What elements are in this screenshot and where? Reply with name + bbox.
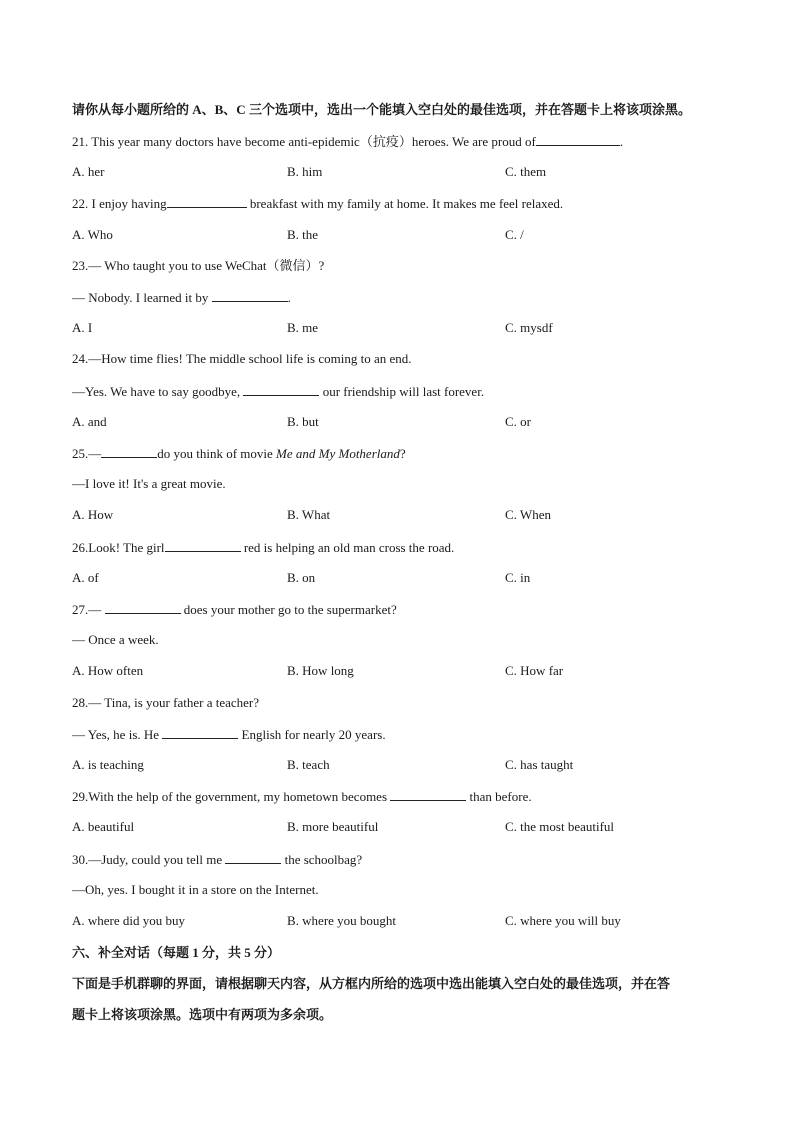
question-text: —I love it! It's a great movie. bbox=[72, 476, 226, 492]
question-line bbox=[72, 382, 484, 401]
answer-option: B. him bbox=[287, 164, 323, 180]
question-text: the schoolbag? bbox=[281, 851, 363, 867]
question-text: 21. This year many doctors have become anti-epidemic（抗疫）heroes. We are proud of bbox=[72, 134, 536, 149]
question-line bbox=[72, 600, 397, 619]
question-line bbox=[72, 444, 406, 463]
answer-option: C. How far bbox=[505, 663, 564, 679]
answer-option: B. How long bbox=[287, 663, 354, 679]
question-text: . bbox=[619, 134, 624, 149]
question-text: does your mother go to the supermarket? bbox=[180, 602, 397, 617]
answer-option: C. / bbox=[505, 226, 524, 242]
section-instruction-line-2: 题卡上将该项涂黑。选项中有两项为多余项。 bbox=[72, 1007, 333, 1022]
question-text: ? bbox=[399, 446, 406, 461]
question-text: 30.—Judy, could you tell me bbox=[72, 851, 226, 867]
question-text: do you think of movie bbox=[157, 446, 277, 461]
question-text: 25.— bbox=[72, 446, 102, 461]
answer-option: B. where you bought bbox=[287, 913, 397, 928]
question-text: than before. bbox=[466, 789, 532, 805]
answer-option: B. teach bbox=[287, 757, 330, 772]
question-text: 22. I enjoy having bbox=[72, 196, 167, 212]
answer-option: A. is teaching bbox=[72, 757, 144, 772]
answer-blank bbox=[101, 444, 157, 458]
answer-option: A. Who bbox=[72, 226, 113, 242]
question-line bbox=[72, 194, 563, 213]
question-line bbox=[72, 725, 386, 744]
answer-option: B. but bbox=[287, 413, 319, 429]
answer-blank bbox=[162, 725, 238, 739]
answer-option: B. me bbox=[287, 320, 319, 336]
answer-option: B. more beautiful bbox=[287, 819, 379, 835]
answer-option: C. in bbox=[505, 569, 531, 585]
answer-blank bbox=[225, 850, 281, 864]
answer-option: C. them bbox=[505, 164, 547, 180]
answer-option: C. has taught bbox=[505, 757, 574, 772]
question-text: breakfast with my family at home. It makes me feel relaxed. bbox=[246, 196, 564, 212]
question-text: — Nobody. I learned it by bbox=[72, 290, 212, 305]
movie-title: Me and My Motherland bbox=[276, 446, 400, 461]
answer-option: C. When bbox=[505, 507, 551, 523]
question-line bbox=[72, 132, 623, 151]
answer-option: C. where you will buy bbox=[505, 913, 621, 928]
answer-option: C. mysdf bbox=[505, 320, 553, 336]
answer-blank bbox=[536, 132, 620, 146]
answer-blank bbox=[243, 382, 319, 396]
answer-option: A. of bbox=[72, 569, 99, 585]
question-text: . bbox=[287, 290, 291, 305]
question-text: 28.— Tina, is your father a teacher? bbox=[72, 694, 260, 710]
answer-option: A. beautiful bbox=[72, 819, 135, 835]
question-line bbox=[72, 787, 532, 806]
question-text: —Oh, yes. I bought it in a store on the Internet. bbox=[72, 881, 319, 897]
question-text: — Once a week. bbox=[72, 632, 159, 648]
question-text: 23.— Who taught you to use WeChat（微信）? bbox=[72, 257, 325, 273]
answer-option: A. How often bbox=[72, 663, 144, 679]
question-text: 27.— bbox=[72, 602, 105, 617]
question-text: our friendship will last forever. bbox=[319, 383, 485, 399]
question-line bbox=[72, 538, 454, 557]
answer-blank bbox=[165, 538, 241, 552]
answer-blank bbox=[167, 194, 247, 208]
answer-blank bbox=[212, 288, 288, 302]
answer-option: A. her bbox=[72, 164, 105, 180]
question-line bbox=[72, 257, 324, 275]
answer-blank bbox=[105, 600, 181, 614]
question-line bbox=[72, 694, 259, 712]
answer-option: B. the bbox=[287, 226, 319, 242]
question-text: 29.With the help of the government, my hometown becomes bbox=[72, 789, 391, 805]
question-text: 26.Look! The girl bbox=[72, 539, 165, 555]
question-line bbox=[72, 288, 291, 307]
question-text: — Yes, he is. He bbox=[72, 726, 163, 742]
answer-option: C. or bbox=[505, 413, 531, 429]
answer-option: A. where did you buy bbox=[72, 913, 186, 928]
question-text: —Yes. We have to say goodbye, bbox=[72, 383, 244, 399]
answer-option: B. What bbox=[287, 507, 331, 523]
question-line bbox=[72, 475, 226, 493]
answer-option: A. I bbox=[72, 320, 93, 336]
answer-blank bbox=[390, 787, 466, 801]
question-text: red is helping an old man cross the road. bbox=[240, 539, 455, 555]
question-text: English for nearly 20 years. bbox=[238, 726, 386, 742]
question-line bbox=[72, 631, 159, 649]
answer-option: B. on bbox=[287, 569, 316, 585]
answer-option: A. and bbox=[72, 413, 107, 429]
question-text: 24.—How time flies! The middle school life is coming to an end. bbox=[72, 351, 412, 367]
question-line bbox=[72, 850, 362, 869]
question-line bbox=[72, 350, 412, 368]
answer-option: C. the most beautiful bbox=[505, 819, 615, 835]
question-line bbox=[72, 881, 319, 899]
instruction-text: 请你从每小题所给的 A、B、C 三个选项中，选出一个能填入空白处的最佳选项，并在答题卡上将该项涂黑。 bbox=[72, 102, 691, 117]
section-title: 六、补全对话（每题 1 分，共 5 分） bbox=[72, 945, 281, 960]
section-instruction-line-1: 下面是手机群聊的界面，请根据聊天内容，从方框内所给的选项中选出能填入空白处的最佳选项，并在答 bbox=[72, 976, 671, 991]
answer-option: A. How bbox=[72, 507, 114, 523]
